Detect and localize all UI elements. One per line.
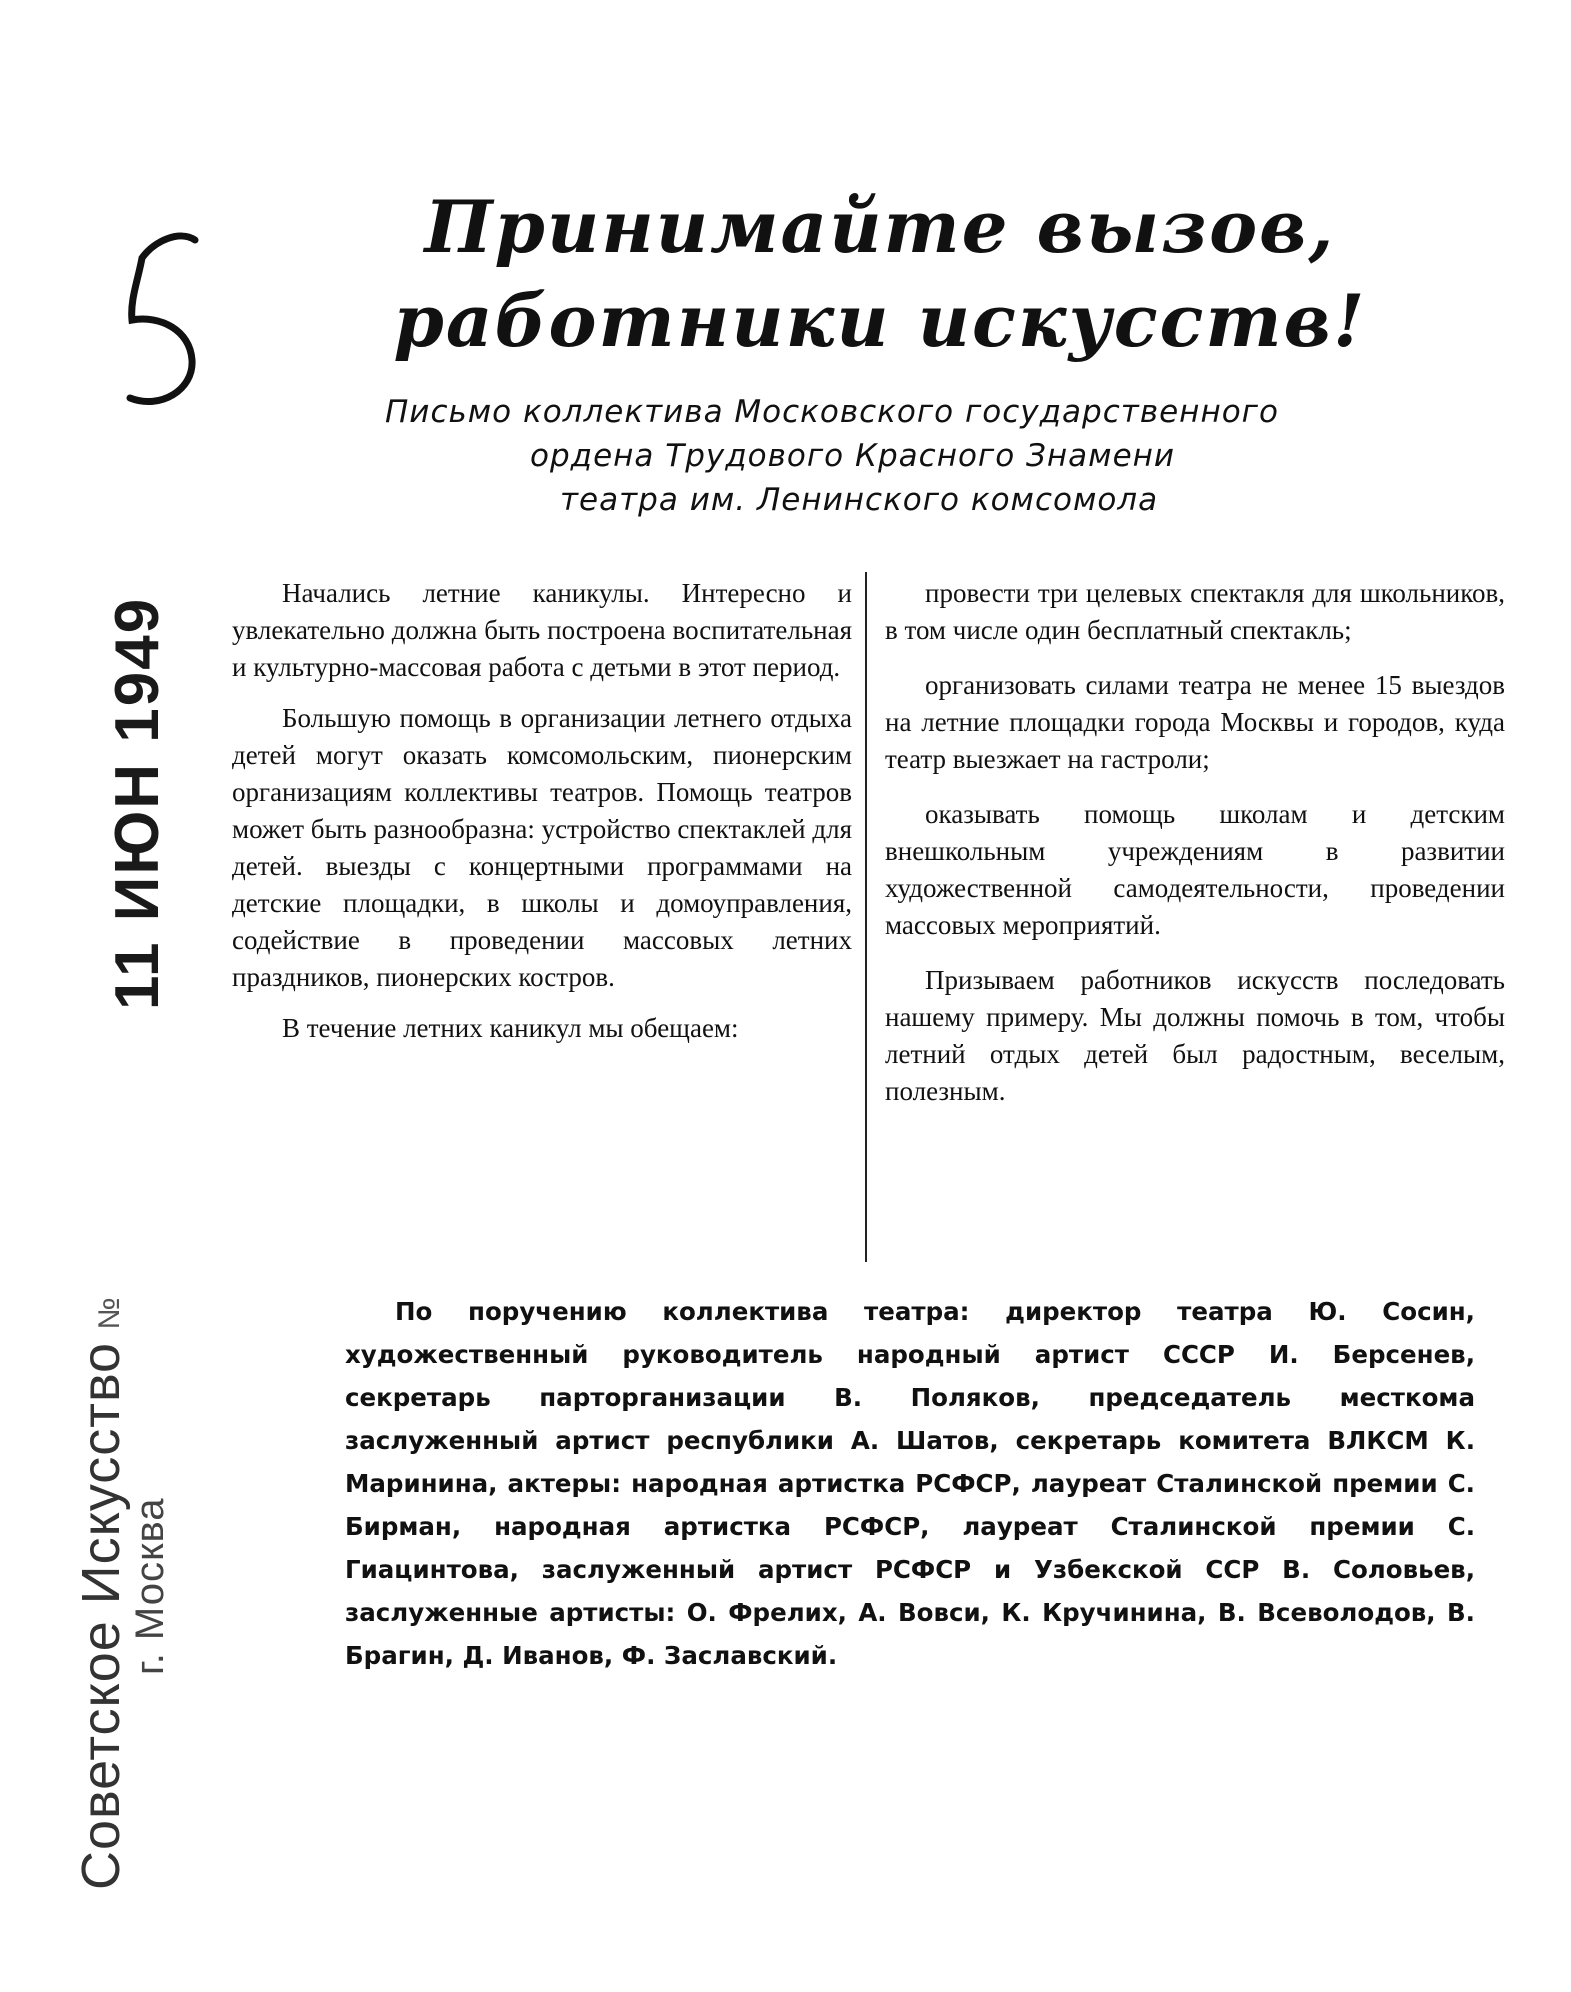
stamp-city: г. Москва	[128, 1497, 172, 1675]
clipping-stamp	[70, 1297, 132, 1890]
paragraph: оказывать помощь школам и детским внешкольным учреждениям в развитии художественной самодеятельности, проведении массовых мероприятий.	[885, 799, 1505, 940]
right-column	[885, 575, 1505, 1128]
headline	[330, 180, 1430, 368]
handwritten-page-number	[120, 220, 210, 420]
subtitle	[360, 390, 1340, 522]
stamp-newspaper: Советское Искусство	[71, 1341, 131, 1890]
column-divider	[865, 572, 867, 1262]
paragraph: Большую помощь в организации летнего отдыха детей могут оказать комсомольским, пионерским организациям коллективы театров. Помощь театров может быть разнообразна: устройство спектаклей для детей. выезды с концертными программами на детские площадки, в школы и домоуправления, содействие в проведении массовых летних праздников, пионерских костров.	[232, 703, 853, 992]
stamp-number: №	[93, 1297, 126, 1330]
headline-line-1: Принимайте вызов,	[424, 184, 1336, 269]
paragraph: В течение летних каникул мы обещаем:	[282, 1013, 739, 1043]
subtitle-line-3: театра им. Ленинского комсомола	[560, 482, 1159, 518]
paragraph: Призываем работников искусств последовать нашему примеру. Мы должны помочь в том, чтобы летний отдых детей был радостным, веселым, полезным.	[885, 965, 1505, 1106]
paragraph: Начались летние каникулы. Интересно и увлекательно должна быть построена воспитательная и культурно-массовая работа с детьми в этот период.	[232, 578, 852, 682]
subtitle-line-2: ордена Трудового Красного Знамени	[530, 438, 1176, 474]
paragraph: провести три целевых спектакля для школьников, в том числе один бесплатный спектакль;	[885, 578, 1505, 645]
stamp-date: 11 ИЮН 1949	[103, 596, 172, 1010]
subtitle-line-1: Письмо коллектива Московского государственного	[385, 394, 1279, 430]
paragraph: организовать силами театра не менее 15 выездов на летние площадки города Москвы и городов, куда театр выезжает на гастроли;	[885, 670, 1505, 774]
signatures: По поручению коллектива театра: директор театра Ю. Сосин, художественный руководитель народный артист СССР И. Берсенев, секретарь парторганизации В. Поляков, председатель месткома заслуженный артист республики А. Шатов, секретарь комитета ВЛКСМ К. Маринина, актеры: народная артистка РСФСР, лауреат Сталинской премии С. Бирман, народная артистка РСФСР, лауреат Сталинской премии С. Гиацинтова, заслуженный артист РСФСР и Узбекской ССР В. Соловьев, заслуженные артисты: О. Фрелих, А. Вовси, К. Кручинина, В. Всеволодов, В. Брагин, Д. Иванов, Ф. Заславский.	[345, 1297, 1475, 1670]
headline-line-2: работники искусств!	[393, 278, 1367, 363]
left-column	[232, 575, 852, 1061]
